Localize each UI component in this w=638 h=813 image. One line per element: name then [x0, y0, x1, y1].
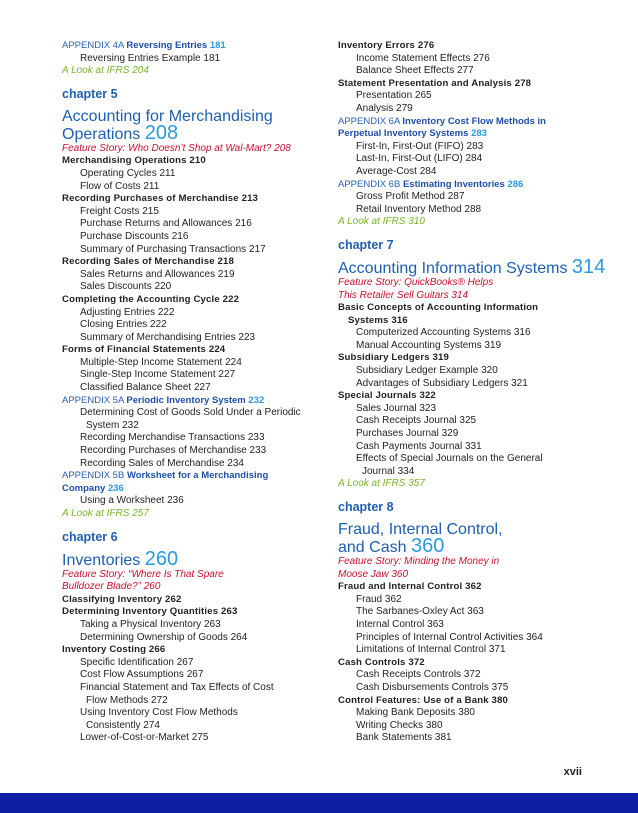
- subsection-entry: Adjusting Entries 222: [80, 306, 175, 318]
- subsection-entry: Bank Statements 381: [356, 732, 452, 744]
- subsection-entry: Internal Control 363: [356, 618, 444, 630]
- feature-story: [338, 290, 608, 303]
- section-heading: Control Features: Use of a Bank 380: [338, 694, 508, 706]
- feature-story-text: This Retailer Sell Guitars: [338, 289, 449, 301]
- appendix-title: Periodic Inventory System: [126, 394, 246, 406]
- subsection-entry: Recording Merchandise Transactions 233: [80, 432, 265, 444]
- subsection-entry: Operating Cycles 211: [80, 167, 176, 179]
- subsection-entry: Specific Identification 267: [80, 656, 194, 668]
- section-heading: Forms of Financial Statements 224: [62, 344, 226, 356]
- chapter-heading: chapter 5: [62, 86, 118, 101]
- appendix-title: Perpetual Inventory Systems: [338, 128, 469, 140]
- section-heading: Merchandising Operations 210: [62, 155, 206, 167]
- subsection-entry: Manual Accounting Systems 319: [356, 339, 502, 351]
- feature-story: [62, 581, 320, 594]
- subsection-entry: Closing Entries 222: [80, 319, 167, 331]
- subsection-entry: Income Statement Effects 276: [356, 52, 490, 64]
- section-heading: Determining Inventory Quantities 263: [62, 606, 238, 618]
- appendix-entry: [62, 483, 320, 496]
- section-heading: Subsidiary Ledgers 319: [338, 352, 450, 364]
- appendix-title: Reversing Entries: [126, 40, 208, 51]
- section-heading: Classifying Inventory 262: [62, 593, 182, 605]
- subsection-entry: Recording Sales of Merchandise 234: [80, 457, 244, 469]
- subsection-entry: Purchases Journal 329: [356, 428, 459, 440]
- subsection-entry: Limitations of Internal Control 371: [356, 644, 506, 656]
- page-number: xvii: [563, 766, 582, 778]
- feature-story: [338, 569, 608, 582]
- section-heading: Fraud and Internal Control 362: [338, 581, 482, 593]
- feature-story-text: Bulldozer Blade?”: [62, 581, 141, 593]
- subsection-entry: Purchase Returns and Allowances 216: [80, 218, 252, 230]
- chapter-title: [62, 121, 320, 144]
- subsection-entry: Taking a Physical Inventory 263: [80, 618, 221, 630]
- chapter-title: [338, 255, 608, 278]
- subsection-entry: Writing Checks 380: [356, 719, 443, 731]
- subsection-entry: Gross Profit Method 287: [356, 191, 465, 203]
- ifrs-entry: A Look at IFRS 357: [338, 478, 425, 490]
- subsection-entry: Cost Flow Assumptions 267: [80, 669, 204, 681]
- chapter-title: [338, 535, 608, 557]
- subsection-entry: First-In, First-Out (FIFO) 283: [356, 140, 484, 152]
- appendix-title: Inventory Cost Flow Methods in: [402, 115, 546, 127]
- chapter-page-number: 314: [571, 255, 606, 278]
- feature-story-text: Feature Story: Minding the Money in: [338, 556, 500, 567]
- appendix-title: Worksheet for a Merchandising: [126, 470, 269, 482]
- appendix-label: APPENDIX 6B: [338, 178, 401, 190]
- subsection-entry: Determining Cost of Goods Sold Under a Periodic: [80, 407, 301, 419]
- page-ref: 360: [391, 568, 409, 580]
- page-ref: 314: [451, 289, 469, 301]
- subsection-entry: Sales Returns and Allowances 219: [80, 268, 235, 280]
- appendix-entry: [338, 116, 608, 129]
- section-heading: Recording Sales of Merchandise 218: [62, 256, 234, 268]
- subsection-entry: Effects of Special Journals on the General: [356, 453, 543, 465]
- appendix-entry: [338, 179, 608, 192]
- appendix-label: APPENDIX 6A: [338, 115, 400, 127]
- appendix-label: APPENDIX 5B: [62, 470, 125, 482]
- subsection-entry: Summary of Merchandising Entries 223: [80, 331, 256, 343]
- subsection-entry: Consistently 274: [86, 719, 160, 731]
- toc-right-column: [338, 40, 608, 745]
- feature-story-text: Feature Story: QuickBooks® Helps: [338, 276, 494, 288]
- chapter-title: [62, 108, 320, 125]
- subsection-entry: Classified Balance Sheet 227: [80, 382, 211, 394]
- subsection-entry: Advantages of Subsidiary Ledgers 321: [356, 377, 528, 389]
- section-heading: Inventory Costing 266: [62, 644, 166, 656]
- subsection-entry: Financial Statement and Tax Effects of Cost: [80, 681, 274, 693]
- section-heading: Special Journals 322: [338, 390, 436, 402]
- page-ref: 232: [248, 394, 265, 406]
- subsection-entry: System 232: [86, 419, 139, 431]
- subsection-entry: Flow of Costs 211: [80, 180, 160, 192]
- subsection-entry: Recording Purchases of Merchandise 233: [80, 445, 267, 457]
- subsection-entry: Using a Worksheet 236: [80, 495, 184, 507]
- subsection-entry: Lower-of-Cost-or-Market 275: [80, 732, 209, 744]
- ifrs-entry: A Look at IFRS 257: [62, 508, 149, 519]
- subsection-entry: Last-In, First-Out (LIFO) 284: [356, 153, 483, 165]
- section-heading: Systems 316: [348, 314, 408, 326]
- page-ref: 236: [107, 482, 124, 494]
- chapter-title-text: Accounting for Merchandising: [62, 107, 273, 125]
- section-heading: Inventory Errors 276: [338, 40, 435, 51]
- subsection-entry: Computerized Accounting Systems 316: [356, 327, 531, 339]
- feature-story-text: Feature Story: Who Doesn’t Shop at Wal-Mart?: [62, 142, 272, 154]
- feature-story-text: Moose Jaw: [338, 568, 389, 580]
- subsection-entry: Balance Sheet Effects 277: [356, 65, 474, 77]
- subsection-entry: Purchase Discounts 216: [80, 230, 189, 242]
- subsection-entry: Making Bank Deposits 380: [356, 707, 475, 719]
- subsection-entry: Summary of Purchasing Transactions 217: [80, 243, 266, 255]
- chapter-page-number: 208: [144, 121, 179, 144]
- feature-story: [62, 569, 320, 582]
- subsection-entry: Average-Cost 284: [356, 165, 437, 177]
- section-heading: Cash Controls 372: [338, 656, 425, 668]
- subsection-entry: Sales Journal 323: [356, 402, 437, 414]
- appendix-entry: [62, 470, 320, 483]
- chapter-title-text: Inventories: [62, 551, 141, 569]
- chapter-page-number: 260: [144, 547, 179, 570]
- subsection-entry: Subsidiary Ledger Example 320: [356, 365, 498, 377]
- subsection-entry: Using Inventory Cost Flow Methods: [80, 707, 238, 719]
- chapter-page-number: 360: [410, 535, 445, 557]
- feature-story: [338, 556, 608, 569]
- chapter-heading: chapter 8: [338, 500, 394, 514]
- page-ref: 260: [143, 581, 161, 593]
- chapter-heading: chapter 7: [338, 237, 394, 252]
- subsection-entry: Analysis 279: [356, 102, 413, 114]
- appendix-title: Company: [62, 482, 106, 494]
- feature-story-text: Feature Story: “Where Is That Spare: [62, 568, 224, 580]
- subsection-entry: Multiple-Step Income Statement 224: [80, 356, 242, 368]
- appendix-entry: [62, 40, 320, 53]
- subsection-entry: Cash Receipts Controls 372: [356, 669, 481, 681]
- section-heading: Recording Purchases of Merchandise 213: [62, 193, 259, 205]
- chapter-title: [338, 521, 608, 538]
- section-heading: Completing the Accounting Cycle 222: [62, 293, 240, 305]
- subsection-entry: Journal 334: [362, 465, 415, 477]
- subsection-entry: Single-Step Income Statement 227: [80, 369, 236, 381]
- section-heading: Statement Presentation and Analysis 278: [338, 77, 532, 89]
- chapter-title: [62, 547, 320, 570]
- subsection-entry: Reversing Entries Example 181: [80, 52, 221, 64]
- subsection-entry: Freight Costs 215: [80, 205, 159, 217]
- section-heading: Basic Concepts of Accounting Information: [338, 302, 539, 314]
- subsection-entry: Presentation 265: [356, 90, 432, 102]
- chapter-title-text: Operations: [62, 125, 141, 143]
- subsection-entry: Cash Payments Journal 331: [356, 440, 482, 452]
- appendix-label: APPENDIX 4A: [62, 40, 124, 51]
- toc-left-column: [62, 40, 320, 745]
- appendix-entry: [62, 395, 320, 408]
- ifrs-entry: A Look at IFRS 204: [62, 65, 149, 77]
- page-ref: 208: [274, 142, 291, 154]
- subsection-entry: Principles of Internal Control Activities 364: [356, 631, 543, 643]
- subsection-entry: Flow Methods 272: [86, 694, 168, 706]
- chapter-heading: chapter 6: [62, 529, 118, 544]
- feature-story: [62, 143, 320, 156]
- page-ref: 286: [507, 178, 524, 190]
- subsection-entry: Fraud 362: [356, 593, 402, 605]
- subsection-entry: Retail Inventory Method 288: [356, 203, 482, 215]
- appendix-label: APPENDIX 5A: [62, 394, 124, 406]
- ifrs-entry: A Look at IFRS 310: [338, 216, 425, 228]
- chapter-title-text: Accounting Information Systems: [338, 259, 568, 277]
- subsection-entry: The Sarbanes-Oxley Act 363: [356, 606, 484, 618]
- page-ref: 181: [209, 40, 226, 51]
- chapter-title-text: and Cash: [338, 539, 407, 556]
- subsection-entry: Determining Ownership of Goods 264: [80, 631, 248, 643]
- appendix-entry: [338, 128, 608, 141]
- footer-bar: [0, 793, 638, 813]
- page-ref: 283: [471, 128, 487, 140]
- appendix-title: Estimating Inventories: [402, 178, 505, 190]
- subsection-entry: Sales Discounts 220: [80, 281, 172, 293]
- chapter-title-text: Fraud, Internal Control,: [338, 521, 503, 538]
- feature-story: [338, 277, 608, 290]
- subsection-entry: Cash Disbursements Controls 375: [356, 681, 509, 693]
- subsection-entry: Cash Receipts Journal 325: [356, 415, 477, 427]
